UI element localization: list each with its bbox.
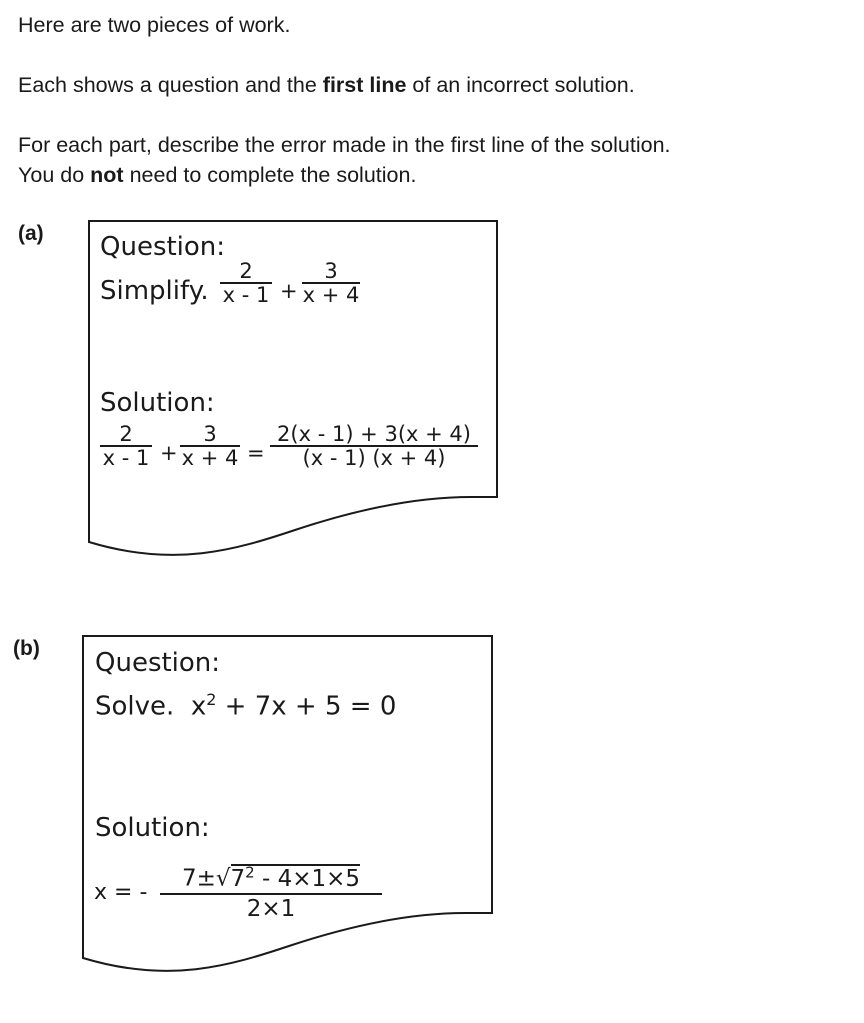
- part-a-simplify-label: Simplify.: [100, 276, 209, 306]
- part-a-s-rhs-fraction: [270, 423, 478, 469]
- intro-line-4-post: need to complete the solution.: [123, 163, 417, 187]
- part-b-formula-numerator: [160, 858, 382, 893]
- part-a-q-frac1-num: 2: [239, 259, 253, 283]
- part-a-q-fraction-1: [220, 260, 272, 306]
- part-b-radicand: [231, 864, 361, 892]
- part-a-s-plus: +: [160, 441, 178, 465]
- intro-line-1: [18, 10, 290, 40]
- part-b-eq-rest: + 7x + 5 = 0: [216, 691, 397, 722]
- intro-line-4-pre: You do: [18, 163, 91, 187]
- part-b-solution-heading: Solution:: [95, 813, 210, 843]
- part-b-solve-label: Solve.: [95, 691, 175, 722]
- part-b-eq-x: x: [190, 691, 207, 722]
- part-a-q-frac2-den: x + 4: [302, 283, 360, 307]
- part-b-lhs: x = -: [94, 880, 148, 905]
- part-b-label: (b): [13, 637, 40, 660]
- part-a-label: (a): [18, 222, 44, 245]
- intro-line-3-text: For each part, describe the error made in the first line of the solution.: [18, 133, 671, 157]
- intro-line-4-bold: not: [90, 163, 124, 187]
- part-b-equation: [95, 690, 396, 722]
- part-a-s-fraction-2: [180, 423, 240, 469]
- part-a-s-fraction-1: [100, 423, 152, 469]
- intro-line-2-pre: Each shows a question and the: [18, 73, 323, 97]
- part-a-s-frac1-num: 2: [119, 422, 133, 446]
- part-b-question-heading: Question:: [95, 648, 221, 678]
- intro-line-4: [18, 160, 416, 190]
- part-b-radicand-exponent: 2: [245, 863, 255, 881]
- part-a-s-frac2-den: x + 4: [181, 446, 239, 470]
- part-b-formula-denominator: 2×1: [246, 895, 296, 922]
- part-b-num-pre: 7±: [181, 865, 216, 892]
- part-a-question-heading: Question:: [100, 232, 226, 262]
- part-a-s-frac2-num: 3: [203, 422, 217, 446]
- part-a-q-frac2-num: 3: [324, 259, 338, 283]
- square-root-icon: √: [215, 865, 231, 892]
- part-b-radicand-rest: - 4×1×5: [254, 865, 361, 892]
- part-b-radicand-base: 7: [230, 865, 246, 892]
- intro-line-2-post: of an incorrect solution.: [406, 73, 635, 97]
- intro-line-3: [18, 130, 671, 160]
- intro-line-1-text: Here are two pieces of work.: [18, 13, 291, 37]
- part-a-q-fraction-2: [302, 260, 360, 306]
- intro-line-2: [18, 70, 635, 100]
- part-b-formula-fraction: [160, 858, 382, 923]
- part-a-q-plus: +: [280, 279, 298, 303]
- part-a-s-frac1-den: x - 1: [102, 446, 150, 470]
- part-b-eq-exponent: 2: [206, 690, 217, 709]
- part-a-s-rhs-num: 2(x - 1) + 3(x + 4): [277, 422, 471, 446]
- part-a-s-rhs-den: (x - 1) (x + 4): [302, 446, 446, 470]
- part-a-s-equals: =: [247, 441, 265, 465]
- intro-line-2-bold: first line: [322, 73, 407, 97]
- part-a-solution-heading: Solution:: [100, 388, 215, 418]
- part-a-q-frac1-den: x - 1: [222, 283, 270, 307]
